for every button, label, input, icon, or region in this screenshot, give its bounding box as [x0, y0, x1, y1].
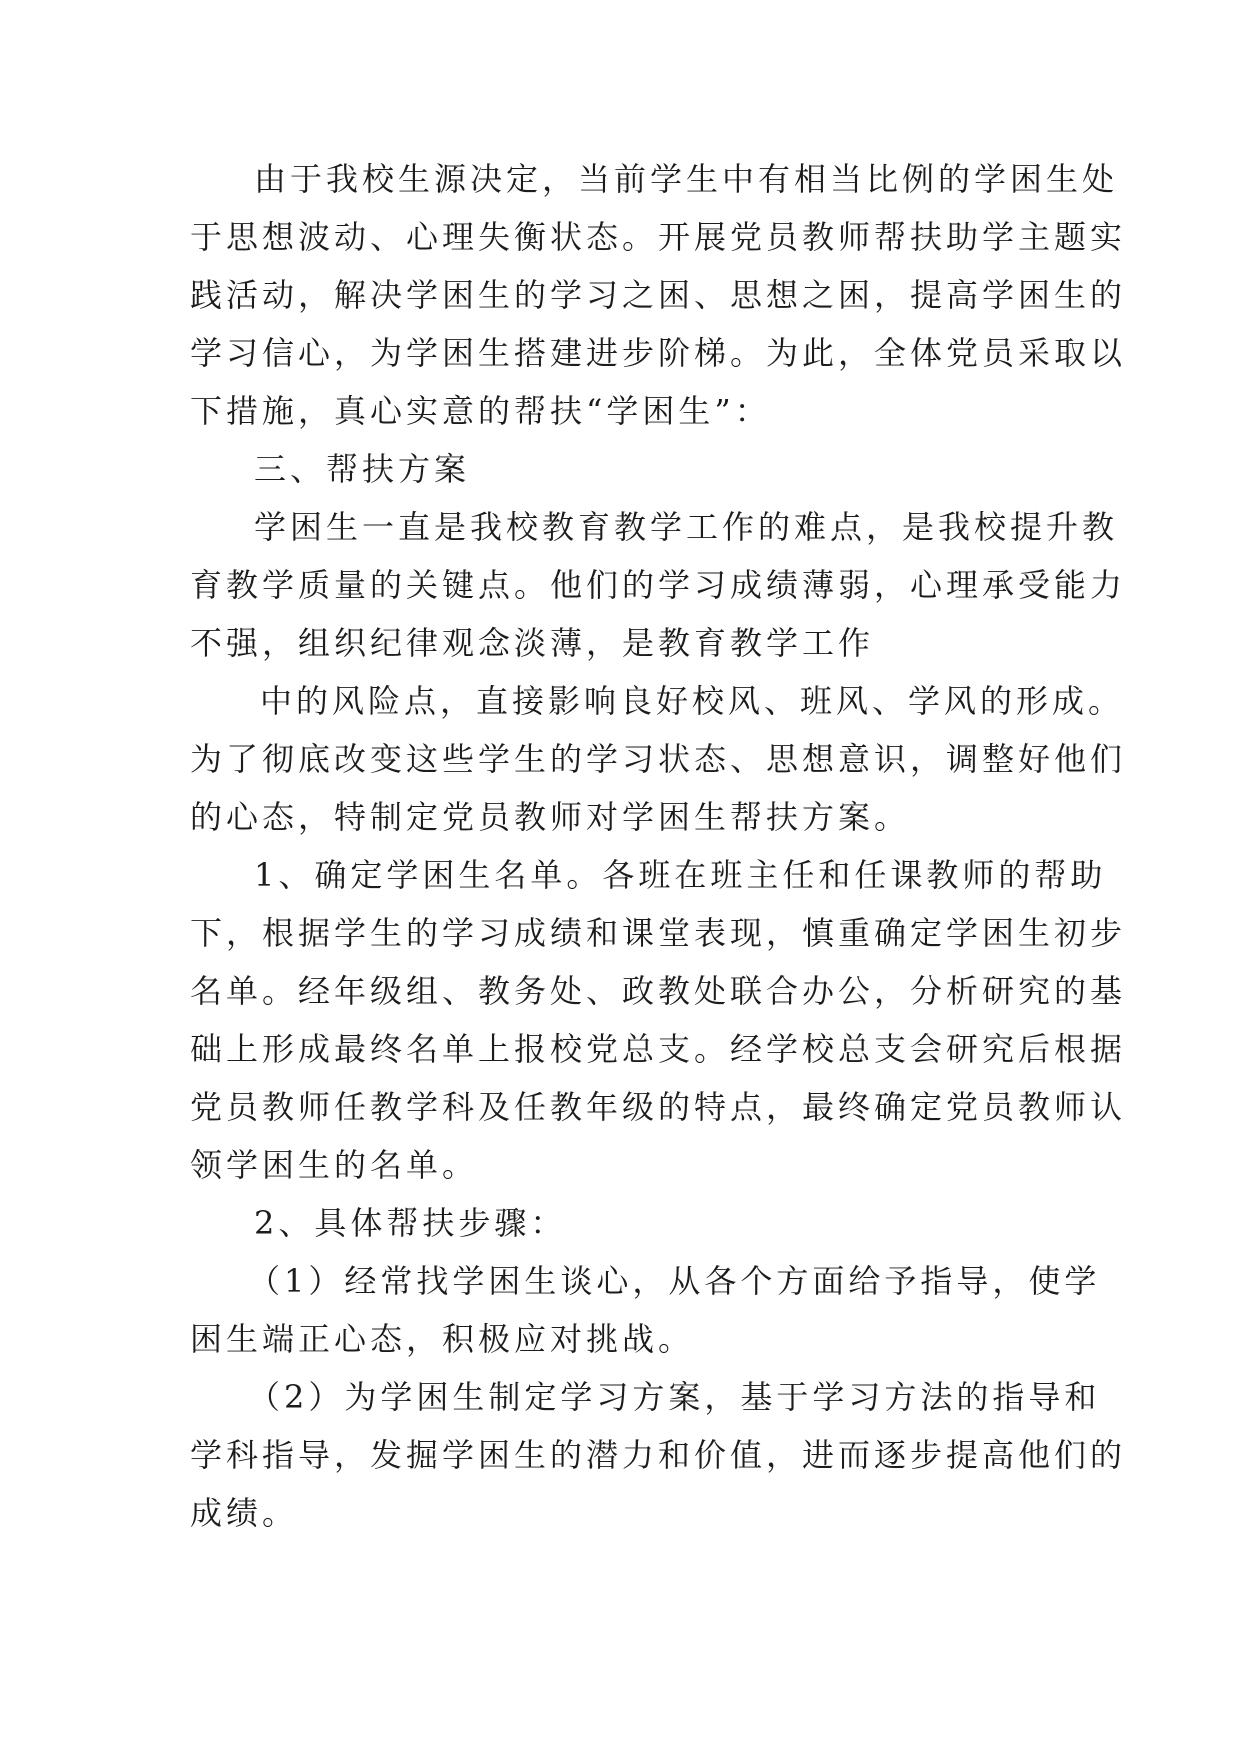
- paragraph-line: 践活动，解决学困生的学习之困、思想之困，提高学困生的: [190, 276, 1127, 314]
- section-heading: 三、帮扶方案: [254, 450, 471, 488]
- paragraph-line: 为了彻底改变这些学生的学习状态、思想意识，调整好他们: [190, 740, 1127, 778]
- paragraph-line: 党员教师任教学科及任教年级的特点，最终确定党员教师认: [190, 1088, 1127, 1126]
- paragraph-line: 中的风险点，直接影响良好校风、班风、学风的形成。: [260, 682, 1125, 720]
- paragraph-line: 不强，组织纪律观念淡薄，是教育教学工作: [190, 624, 875, 662]
- paragraph-line: 于思想波动、心理失衡状态。开展党员教师帮扶助学主题实: [190, 218, 1127, 256]
- paragraph-line: 育教学质量的关键点。他们的学习成绩薄弱，心理承受能力: [190, 566, 1127, 604]
- paragraph-line: 由于我校生源决定，当前学生中有相当比例的学困生处: [254, 160, 1119, 198]
- paragraph-line: 下措施，真心实意的帮扶“学困生”：: [190, 392, 771, 430]
- paragraph-line: 2、具体帮扶步骤：: [254, 1204, 567, 1242]
- paragraph-line: 学困生一直是我校教育教学工作的难点，是我校提升教: [254, 508, 1119, 546]
- paragraph-line: 名单。经年级组、教务处、政教处联合办公，分析研究的基: [190, 972, 1127, 1010]
- body-text: [190, 150, 1127, 1542]
- paragraph-line: 领学困生的名单。: [190, 1146, 479, 1184]
- paragraph-line: 的心态，特制定党员教师对学困生帮扶方案。: [190, 798, 911, 836]
- paragraph-line: 学科指导，发掘学困生的潜力和价值，进而逐步提高他们的: [190, 1436, 1127, 1474]
- paragraph-line: 学习信心，为学困生搭建进步阶梯。为此，全体党员采取以: [190, 334, 1127, 372]
- paragraph-line: 下，根据学生的学习成绩和课堂表现，慎重确定学困生初步: [190, 914, 1127, 952]
- paragraph-line: 1、确定学困生名单。各班在班主任和任课教师的帮助: [254, 856, 1107, 894]
- paragraph-line: 础上形成最终名单上报校党总支。经学校总支会研究后根据: [190, 1030, 1127, 1068]
- paragraph-line: （1）经常找学困生谈心，从各个方面给予指导，使学: [248, 1262, 1101, 1300]
- paragraph-line: 成绩。: [190, 1494, 299, 1532]
- paragraph-line: （2）为学困生制定学习方案，基于学习方法的指导和: [248, 1378, 1101, 1416]
- paragraph-line: 困生端正心态，积极应对挑战。: [190, 1320, 695, 1358]
